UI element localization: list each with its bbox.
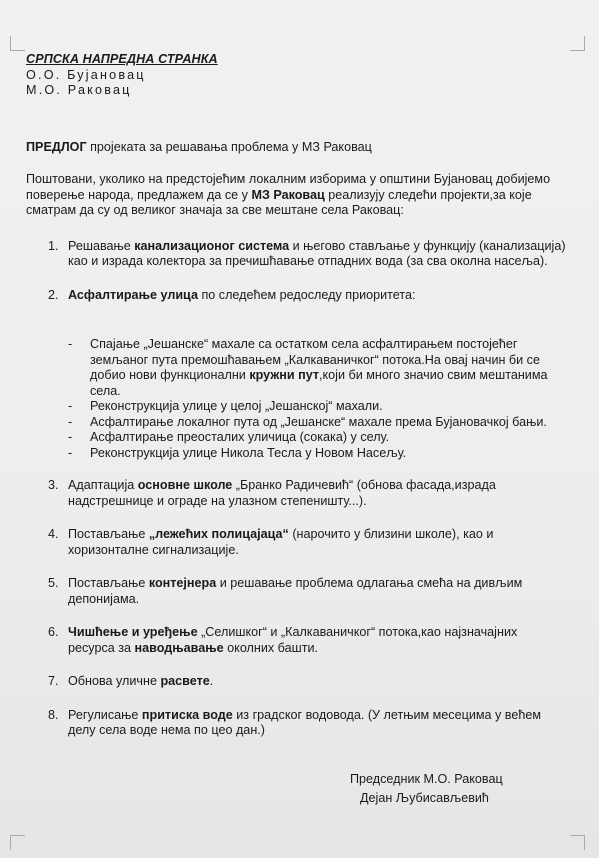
item-bold: „лежећих полицајаца“: [148, 527, 289, 541]
sub-item: [26, 415, 566, 431]
title-bold: ПРЕДЛОГ: [26, 139, 87, 154]
signature-block: [350, 770, 503, 808]
sub-bold: кружни пут: [249, 368, 320, 382]
list-item: [26, 708, 566, 739]
item-bold: канализационог система: [134, 238, 290, 253]
item-text: „Селишког“ и „Калкаваничког“ потока,као најзначајних ресурса за: [68, 625, 518, 655]
item-number: 5.: [48, 576, 59, 590]
item-bold: Чишћење и уређење: [68, 625, 198, 639]
sub-text: Асфалтирање преосталих уличица (сокака) у селу.: [90, 430, 390, 444]
item-bold: наводњавање: [134, 640, 224, 655]
item-text: околних башти.: [223, 640, 319, 655]
list-item: [26, 625, 566, 656]
dash-bullet: -: [68, 445, 73, 460]
local-org: М.О. Раковац: [26, 83, 132, 97]
item-text: (нарочито у близини школе), као и хоризонталне сигнализације.: [68, 527, 494, 557]
signatory-title: Председник М.О. Раковац: [350, 772, 503, 786]
sub-text: Асфалтирање локалног пута од „Јешанске“ махале према Бујановачкој бањи.: [90, 414, 547, 429]
intro-paragraph: [26, 172, 566, 219]
document-title: [26, 140, 566, 156]
list-item: [26, 288, 566, 304]
crop-mark-top-left: [10, 36, 25, 51]
intro-bold: МЗ Раковац: [251, 187, 325, 202]
item-bold: расвете: [160, 674, 210, 688]
item-number: 6.: [48, 625, 59, 639]
sub-text: Реконструкција улице Никола Тесла у Новом Насељу.: [90, 445, 407, 460]
list-item: [26, 478, 566, 509]
municipal-org: О.О. Бујановац: [26, 67, 146, 82]
sub-item: [26, 430, 566, 446]
item-number: 4.: [48, 527, 59, 541]
sub-text: Реконструкција улице у целој „Јешанској“ махали.: [90, 399, 383, 413]
item-number: 8.: [48, 707, 59, 722]
list-item: [26, 576, 566, 607]
sub-list: [26, 337, 566, 461]
item-text: из градског водовода. (У летњим месецима у већем делу села воде нема по цео дан.): [68, 707, 542, 737]
item-number: 2.: [48, 287, 59, 302]
letter-body: [26, 52, 566, 739]
item-text: Адаптација: [68, 478, 138, 492]
item-text: Постављање: [68, 527, 149, 541]
item-text: Решавање: [68, 238, 135, 253]
intro-text-end: реализују следећи пројекти,за које сматрам да су од великог значаја за све мештане села Раковац:: [26, 187, 532, 217]
sub-item: [26, 337, 566, 399]
item-bold: основне школе: [137, 478, 233, 492]
list-item: [26, 527, 566, 558]
dash-bullet: -: [68, 399, 73, 413]
item-number: 3.: [48, 478, 59, 492]
dash-bullet: -: [68, 337, 73, 351]
list-item: [26, 239, 566, 270]
title-rest: пројеката за решавања проблема у МЗ Раковац: [86, 139, 372, 154]
dash-bullet: -: [68, 414, 73, 429]
item-text: и његово стављање у функцију (канализација) као и израда колектора за пречишћавање отпадних вода (за сва околна насеља).: [68, 238, 566, 268]
item-text: „Бранко Радичевић“ (обнова фасада,израда надстрешнице и ограде на улазном степеништу...).: [68, 478, 496, 508]
dash-bullet: -: [68, 430, 73, 444]
party-name: СРПСКА НАПРЕДНА СТРАНКА: [26, 52, 218, 66]
intro-text: Поштовани, уколико на предстојећим локалним изборима у општини Бујановац добијемо поверење народа, предлажем да се у: [26, 172, 551, 202]
item-number: 1.: [48, 238, 59, 253]
item-text: Регулисање: [68, 707, 142, 722]
sub-text: ,који би много значио свим мештанима села.: [90, 368, 548, 398]
item-bold: Асфалтирање улица: [68, 287, 198, 302]
crop-mark-bottom-right: [570, 835, 585, 850]
crop-mark-bottom-left: [10, 835, 25, 850]
item-text: Обнова уличне: [68, 674, 161, 688]
sub-item: [26, 399, 566, 415]
list-item: [26, 674, 566, 690]
item-bold: притиска воде: [141, 707, 233, 722]
item-bold: контејнера: [148, 576, 217, 590]
item-number: 7.: [48, 674, 59, 688]
crop-mark-top-right: [570, 36, 585, 51]
sub-item: [26, 446, 566, 462]
item-text: .: [209, 674, 214, 688]
item-text: по следећем редоследу приоритета:: [197, 287, 416, 302]
item-text: Постављање: [68, 576, 149, 590]
signatory-name: Дејан Љубисављевић: [360, 791, 489, 805]
sub-text: Спајање „Јешанске“ махале са остатком села асфалтирањем постојећег земљаног пута премошћавањем „Калкаваничког“ потока.На овај начин би се добио нови функционални: [90, 337, 540, 382]
item-text: и решавање проблема одлагања смећа на дивљим депонијама.: [68, 576, 523, 606]
